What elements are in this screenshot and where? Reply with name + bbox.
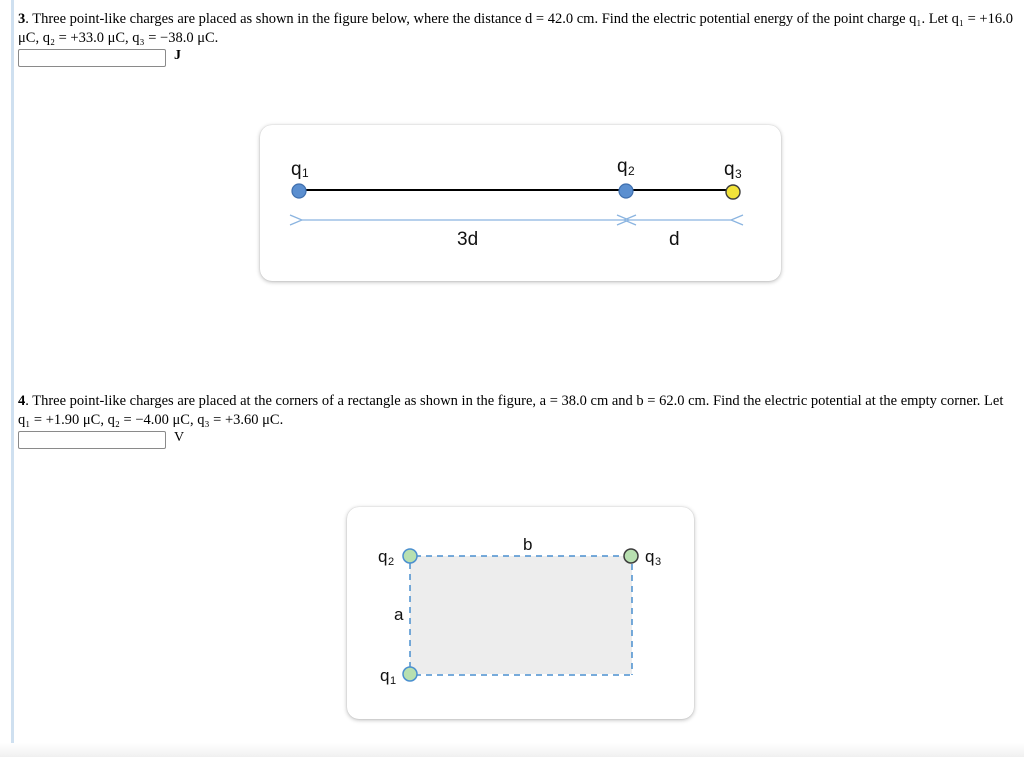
question-3 (18, 10, 1018, 48)
label-q1-subscript: 1 (302, 166, 309, 180)
question-4-figure (347, 507, 694, 719)
question-3-text: . Three point-like charges are placed as shown in the figure below, where the distance d = 42.0 cm. Find the electric potential energy of the point charge q₁. Let q₁ = +16.0 μC, q₂ = +33.0 μC, q₃ = −38.0 μC. (18, 11, 1013, 46)
side-label-a: a (394, 605, 404, 624)
charge-q1 (403, 667, 417, 681)
dimension-label-d: d (669, 229, 680, 250)
page-bottom-shade (0, 743, 1024, 757)
label-q3: q (724, 159, 735, 180)
rectangle-charges-diagram (347, 507, 694, 719)
question-4-number: 4 (18, 393, 26, 409)
side-label-b: b (523, 535, 533, 554)
label-q1-subscript: 1 (390, 675, 397, 687)
charge-q3 (726, 185, 740, 199)
charge-q3 (624, 549, 638, 563)
label-q3-subscript: 3 (655, 556, 662, 568)
question-3-figure (260, 125, 781, 281)
three-charges-line-diagram (260, 125, 781, 281)
question-3-number: 3 (18, 11, 26, 27)
dimension-label-3d: 3d (457, 229, 479, 250)
charge-q2 (403, 549, 417, 563)
charge-q2 (619, 184, 633, 198)
left-margin-rule (11, 0, 14, 757)
question-3-answer-input[interactable] (18, 49, 166, 67)
label-q2: q (617, 156, 628, 177)
label-q3-subscript: 3 (735, 167, 742, 181)
question-4-answer-input[interactable] (18, 431, 166, 449)
label-q3: q (645, 547, 655, 566)
question-4-text: . Three point-like charges are placed at the corners of a rectangle as shown in the figure, a = 38.0 cm and b = 62.0 cm. Find the electric potential at the empty corner. Let q₁ = +1.90 μC, q₂ = −4.00 μC, q₃ = +3.60 μC. (18, 393, 1004, 428)
question-4-unit: V (174, 430, 185, 445)
question-3-unit: J (174, 48, 181, 63)
label-q1: q (291, 159, 302, 180)
label-q2: q (378, 547, 388, 566)
label-q1: q (380, 666, 390, 685)
charge-q1 (292, 184, 306, 198)
label-q2-subscript: 2 (628, 164, 635, 178)
question-4 (18, 392, 1018, 430)
rectangle-area (410, 556, 632, 674)
label-q2-subscript: 2 (388, 556, 395, 568)
